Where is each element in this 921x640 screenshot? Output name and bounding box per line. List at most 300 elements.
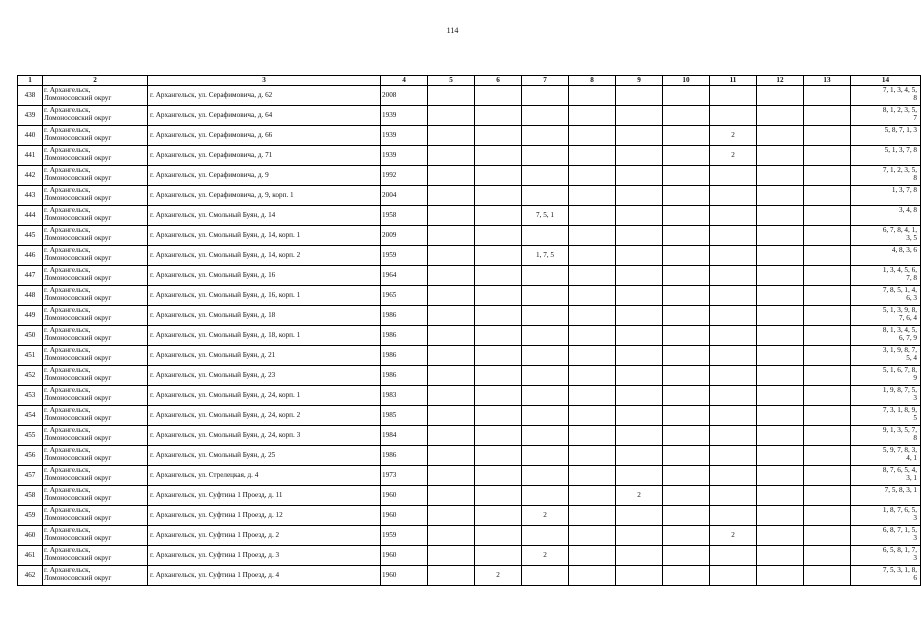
value-cell-7 bbox=[522, 125, 569, 145]
value-cell-10 bbox=[663, 505, 710, 525]
value-cell-13 bbox=[804, 525, 851, 545]
codes-line: 8, 1, 2, 3, 5, bbox=[882, 105, 917, 114]
value-cell-10 bbox=[663, 185, 710, 205]
value-cell-6 bbox=[475, 225, 522, 245]
value-cell-13 bbox=[804, 85, 851, 105]
value-cell-8 bbox=[569, 245, 616, 265]
year-cell: 1960 bbox=[381, 485, 428, 505]
value-cell-13 bbox=[804, 165, 851, 185]
value-cell-6 bbox=[475, 105, 522, 125]
value-cell-13 bbox=[804, 405, 851, 425]
value-cell-11 bbox=[710, 245, 757, 265]
column-header-2: 2 bbox=[43, 76, 148, 86]
value-cell-9 bbox=[616, 305, 663, 325]
codes-line: 3 bbox=[913, 554, 917, 562]
location-line: Ломоносовский округ bbox=[44, 354, 112, 362]
location-cell bbox=[43, 285, 148, 305]
value-cell-9 bbox=[616, 265, 663, 285]
value-cell-9 bbox=[616, 345, 663, 365]
address-cell: г. Архангельск, ул. Смольный Буян, д. 24, корп. 2 bbox=[148, 405, 381, 425]
table-row bbox=[18, 565, 921, 585]
value-cell-12 bbox=[757, 485, 804, 505]
value-cell-10 bbox=[663, 385, 710, 405]
year-cell: 1964 bbox=[381, 265, 428, 285]
value-cell-11 bbox=[710, 565, 757, 585]
codes-cell bbox=[851, 285, 921, 305]
value-cell-9 bbox=[616, 445, 663, 465]
value-cell-10 bbox=[663, 545, 710, 565]
location-line: Ломоносовский округ bbox=[44, 414, 112, 422]
codes-line: 8, 7, 6, 5, 4, bbox=[882, 465, 917, 474]
value-cell-6 bbox=[475, 505, 522, 525]
location-line: Ломоносовский округ bbox=[44, 214, 112, 222]
value-cell-13 bbox=[804, 325, 851, 345]
row-number-cell: 447 bbox=[18, 265, 43, 285]
value-cell-12 bbox=[757, 545, 804, 565]
column-header-11: 11 bbox=[710, 76, 757, 86]
value-cell-13 bbox=[804, 545, 851, 565]
table-row bbox=[18, 205, 921, 225]
value-cell-5 bbox=[428, 245, 475, 265]
value-cell-11 bbox=[710, 225, 757, 245]
page-number: 114 bbox=[446, 26, 459, 35]
value-cell-11 bbox=[710, 105, 757, 125]
value-cell-6 bbox=[475, 185, 522, 205]
codes-line: 5, 1, 3, 9, 8, bbox=[882, 305, 917, 314]
address-cell: г. Архангельск, ул. Смольный Буян, д. 23 bbox=[148, 365, 381, 385]
row-number-cell: 448 bbox=[18, 285, 43, 305]
codes-cell bbox=[851, 225, 921, 245]
location-cell bbox=[43, 165, 148, 185]
address-cell: г. Архангельск, ул. Смольный Буян, д. 24, корп. 1 bbox=[148, 385, 381, 405]
codes-line: 6, 7, 8, 4, 1, bbox=[882, 225, 917, 234]
value-cell-9 bbox=[616, 185, 663, 205]
value-cell-8 bbox=[569, 385, 616, 405]
year-cell: 1973 bbox=[381, 465, 428, 485]
value-cell-10 bbox=[663, 165, 710, 185]
codes-cell bbox=[851, 325, 921, 345]
year-cell: 1939 bbox=[381, 125, 428, 145]
value-cell-9 bbox=[616, 525, 663, 545]
value-cell-12 bbox=[757, 305, 804, 325]
value-cell-9 bbox=[616, 425, 663, 445]
value-cell-9 bbox=[616, 145, 663, 165]
value-cell-13 bbox=[804, 185, 851, 205]
location-cell bbox=[43, 205, 148, 225]
codes-line: 6 bbox=[913, 574, 917, 582]
value-cell-11 bbox=[710, 505, 757, 525]
codes-line: 3, 5 bbox=[906, 234, 917, 242]
value-cell-12 bbox=[757, 125, 804, 145]
codes-cell bbox=[851, 85, 921, 105]
codes-line: 7, 8, 5, 1, 4, bbox=[882, 285, 917, 294]
value-cell-9 bbox=[616, 405, 663, 425]
codes-line: 7, 6, 4 bbox=[899, 314, 917, 322]
value-cell-5 bbox=[428, 505, 475, 525]
codes-cell bbox=[851, 245, 921, 265]
value-cell-13 bbox=[804, 445, 851, 465]
location-line: г. Архангельск, bbox=[44, 145, 91, 154]
codes-line: 5, 8, 7, 1, 3 bbox=[884, 125, 917, 134]
codes-cell bbox=[851, 185, 921, 205]
location-cell bbox=[43, 245, 148, 265]
value-cell-12 bbox=[757, 245, 804, 265]
codes-cell bbox=[851, 445, 921, 465]
column-header-12: 12 bbox=[757, 76, 804, 86]
value-cell-8 bbox=[569, 305, 616, 325]
year-cell: 1960 bbox=[381, 545, 428, 565]
value-cell-7 bbox=[522, 105, 569, 125]
row-number-cell: 445 bbox=[18, 225, 43, 245]
column-header-7: 7 bbox=[522, 76, 569, 86]
value-cell-6: 2 bbox=[475, 565, 522, 585]
value-cell-8 bbox=[569, 85, 616, 105]
value-cell-6 bbox=[475, 305, 522, 325]
value-cell-10 bbox=[663, 465, 710, 485]
codes-line: 3 bbox=[913, 514, 917, 522]
value-cell-5 bbox=[428, 285, 475, 305]
value-cell-8 bbox=[569, 545, 616, 565]
value-cell-9: 2 bbox=[616, 485, 663, 505]
column-header-8: 8 bbox=[569, 76, 616, 86]
value-cell-6 bbox=[475, 525, 522, 545]
codes-line: 3 bbox=[913, 394, 917, 402]
value-cell-11 bbox=[710, 485, 757, 505]
location-line: Ломоносовский округ bbox=[44, 194, 112, 202]
value-cell-6 bbox=[475, 345, 522, 365]
value-cell-7: 7, 5, 1 bbox=[522, 205, 569, 225]
location-cell bbox=[43, 425, 148, 445]
value-cell-5 bbox=[428, 85, 475, 105]
codes-line: 5 bbox=[913, 414, 917, 422]
value-cell-11: 2 bbox=[710, 145, 757, 165]
year-cell: 2004 bbox=[381, 185, 428, 205]
value-cell-5 bbox=[428, 545, 475, 565]
location-cell bbox=[43, 265, 148, 285]
location-cell bbox=[43, 545, 148, 565]
value-cell-12 bbox=[757, 285, 804, 305]
location-line: Ломоносовский округ bbox=[44, 574, 112, 582]
location-line: Ломоносовский округ bbox=[44, 454, 112, 462]
location-line: г. Архангельск, bbox=[44, 105, 91, 114]
value-cell-5 bbox=[428, 565, 475, 585]
year-cell: 1986 bbox=[381, 325, 428, 345]
location-line: Ломоносовский округ bbox=[44, 254, 112, 262]
value-cell-11: 2 bbox=[710, 125, 757, 145]
value-cell-7 bbox=[522, 405, 569, 425]
value-cell-5 bbox=[428, 185, 475, 205]
value-cell-9 bbox=[616, 325, 663, 345]
value-cell-11 bbox=[710, 385, 757, 405]
value-cell-6 bbox=[475, 205, 522, 225]
table-row bbox=[18, 365, 921, 385]
codes-line: 3, 1, 9, 8, 7, bbox=[882, 345, 917, 354]
table-row bbox=[18, 425, 921, 445]
codes-line: 6, 7, 9 bbox=[899, 334, 917, 342]
value-cell-8 bbox=[569, 165, 616, 185]
year-cell: 1958 bbox=[381, 205, 428, 225]
value-cell-12 bbox=[757, 505, 804, 525]
location-line: Ломоносовский округ bbox=[44, 154, 112, 162]
value-cell-7 bbox=[522, 445, 569, 465]
value-cell-12 bbox=[757, 205, 804, 225]
column-header-3: 3 bbox=[148, 76, 381, 86]
value-cell-11 bbox=[710, 365, 757, 385]
value-cell-5 bbox=[428, 105, 475, 125]
location-line: г. Архангельск, bbox=[44, 485, 91, 494]
location-line: г. Архангельск, bbox=[44, 325, 91, 334]
codes-cell bbox=[851, 545, 921, 565]
row-number-cell: 460 bbox=[18, 525, 43, 545]
address-cell: г. Архангельск, ул. Серафимовича, д. 64 bbox=[148, 105, 381, 125]
value-cell-11 bbox=[710, 205, 757, 225]
value-cell-5 bbox=[428, 445, 475, 465]
value-cell-7: 2 bbox=[522, 545, 569, 565]
location-line: Ломоносовский округ bbox=[44, 494, 112, 502]
value-cell-5 bbox=[428, 125, 475, 145]
value-cell-6 bbox=[475, 265, 522, 285]
year-cell: 2009 bbox=[381, 225, 428, 245]
value-cell-6 bbox=[475, 385, 522, 405]
codes-cell bbox=[851, 485, 921, 505]
column-header-13: 13 bbox=[804, 76, 851, 86]
value-cell-10 bbox=[663, 425, 710, 445]
location-line: Ломоносовский округ bbox=[44, 174, 112, 182]
value-cell-8 bbox=[569, 265, 616, 285]
value-cell-9 bbox=[616, 245, 663, 265]
location-line: г. Архангельск, bbox=[44, 445, 91, 454]
value-cell-5 bbox=[428, 305, 475, 325]
location-cell bbox=[43, 365, 148, 385]
table-row bbox=[18, 505, 921, 525]
address-cell: г. Архангельск, ул. Серафимовича, д. 62 bbox=[148, 85, 381, 105]
value-cell-8 bbox=[569, 365, 616, 385]
value-cell-10 bbox=[663, 265, 710, 285]
row-number-cell: 442 bbox=[18, 165, 43, 185]
location-line: Ломоносовский округ bbox=[44, 334, 112, 342]
value-cell-5 bbox=[428, 205, 475, 225]
value-cell-8 bbox=[569, 105, 616, 125]
value-cell-11 bbox=[710, 185, 757, 205]
codes-cell bbox=[851, 125, 921, 145]
value-cell-9 bbox=[616, 165, 663, 185]
location-cell bbox=[43, 405, 148, 425]
address-cell: г. Архангельск, ул. Смольный Буян, д. 18 bbox=[148, 305, 381, 325]
row-number-cell: 449 bbox=[18, 305, 43, 325]
codes-line: 7, 3, 1, 8, 9, bbox=[882, 405, 917, 414]
table-row bbox=[18, 345, 921, 365]
value-cell-13 bbox=[804, 485, 851, 505]
value-cell-8 bbox=[569, 525, 616, 545]
value-cell-10 bbox=[663, 145, 710, 165]
location-line: Ломоносовский округ bbox=[44, 114, 112, 122]
codes-cell bbox=[851, 305, 921, 325]
value-cell-9 bbox=[616, 285, 663, 305]
value-cell-5 bbox=[428, 365, 475, 385]
value-cell-10 bbox=[663, 205, 710, 225]
value-cell-7 bbox=[522, 485, 569, 505]
value-cell-11 bbox=[710, 465, 757, 485]
value-cell-6 bbox=[475, 125, 522, 145]
value-cell-8 bbox=[569, 285, 616, 305]
location-cell bbox=[43, 465, 148, 485]
row-number-cell: 446 bbox=[18, 245, 43, 265]
value-cell-12 bbox=[757, 425, 804, 445]
row-number-cell: 438 bbox=[18, 85, 43, 105]
codes-cell bbox=[851, 345, 921, 365]
value-cell-7 bbox=[522, 305, 569, 325]
value-cell-12 bbox=[757, 345, 804, 365]
value-cell-13 bbox=[804, 285, 851, 305]
value-cell-12 bbox=[757, 225, 804, 245]
codes-line: 9, 1, 3, 5, 7, bbox=[882, 425, 917, 434]
codes-line: 7 bbox=[913, 114, 917, 122]
location-line: г. Архангельск, bbox=[44, 225, 91, 234]
location-line: Ломоносовский округ bbox=[44, 514, 112, 522]
codes-line: 7, 1, 2, 3, 5, bbox=[882, 165, 917, 174]
address-cell: г. Архангельск, ул. Суфтина 1 Проезд, д. 4 bbox=[148, 565, 381, 585]
value-cell-13 bbox=[804, 245, 851, 265]
table-row bbox=[18, 285, 921, 305]
codes-line: 8 bbox=[913, 94, 917, 102]
value-cell-5 bbox=[428, 385, 475, 405]
codes-line: 1, 3, 7, 8 bbox=[891, 185, 917, 194]
codes-cell bbox=[851, 365, 921, 385]
codes-cell bbox=[851, 205, 921, 225]
value-cell-12 bbox=[757, 105, 804, 125]
codes-cell bbox=[851, 405, 921, 425]
value-cell-12 bbox=[757, 165, 804, 185]
value-cell-12 bbox=[757, 265, 804, 285]
value-cell-9 bbox=[616, 365, 663, 385]
value-cell-11 bbox=[710, 445, 757, 465]
table-row bbox=[18, 305, 921, 325]
row-number-cell: 462 bbox=[18, 565, 43, 585]
value-cell-7 bbox=[522, 385, 569, 405]
table-row bbox=[18, 245, 921, 265]
value-cell-13 bbox=[804, 205, 851, 225]
value-cell-13 bbox=[804, 465, 851, 485]
codes-line: 5, 4 bbox=[906, 354, 917, 362]
location-cell bbox=[43, 185, 148, 205]
table-row bbox=[18, 145, 921, 165]
location-line: Ломоносовский округ bbox=[44, 374, 112, 382]
table-row bbox=[18, 545, 921, 565]
codes-cell bbox=[851, 565, 921, 585]
codes-line: 8 bbox=[913, 434, 917, 442]
row-number-cell: 441 bbox=[18, 145, 43, 165]
value-cell-13 bbox=[804, 345, 851, 365]
codes-line: 8, 1, 3, 4, 5, bbox=[882, 325, 917, 334]
value-cell-5 bbox=[428, 465, 475, 485]
table-row bbox=[18, 165, 921, 185]
table-row bbox=[18, 105, 921, 125]
year-cell: 2008 bbox=[381, 85, 428, 105]
value-cell-11 bbox=[710, 325, 757, 345]
value-cell-6 bbox=[475, 285, 522, 305]
value-cell-8 bbox=[569, 565, 616, 585]
row-number-cell: 451 bbox=[18, 345, 43, 365]
location-line: г. Архангельск, bbox=[44, 205, 91, 214]
address-cell: г. Архангельск, ул. Смольный Буян, д. 16 bbox=[148, 265, 381, 285]
location-line: г. Архангельск, bbox=[44, 85, 91, 94]
location-line: Ломоносовский округ bbox=[44, 274, 112, 282]
value-cell-6 bbox=[475, 405, 522, 425]
value-cell-8 bbox=[569, 425, 616, 445]
row-number-cell: 458 bbox=[18, 485, 43, 505]
codes-cell bbox=[851, 265, 921, 285]
codes-line: 8 bbox=[913, 174, 917, 182]
value-cell-6 bbox=[475, 85, 522, 105]
location-line: г. Архангельск, bbox=[44, 245, 91, 254]
value-cell-11 bbox=[710, 405, 757, 425]
codes-line: 7, 1, 3, 4, 5, bbox=[882, 85, 917, 94]
value-cell-13 bbox=[804, 125, 851, 145]
location-line: г. Архангельск, bbox=[44, 285, 91, 294]
table-row bbox=[18, 125, 921, 145]
codes-line: 5, 9, 7, 8, 3, bbox=[882, 445, 917, 454]
location-line: Ломоносовский округ bbox=[44, 474, 112, 482]
location-cell bbox=[43, 225, 148, 245]
value-cell-8 bbox=[569, 145, 616, 165]
row-number-cell: 454 bbox=[18, 405, 43, 425]
value-cell-9 bbox=[616, 465, 663, 485]
codes-line: 7, 5, 3, 1, 8, bbox=[882, 565, 917, 574]
location-line: г. Архангельск, bbox=[44, 365, 91, 374]
value-cell-10 bbox=[663, 245, 710, 265]
row-number-cell: 459 bbox=[18, 505, 43, 525]
location-cell bbox=[43, 85, 148, 105]
location-cell bbox=[43, 445, 148, 465]
year-cell: 1959 bbox=[381, 245, 428, 265]
codes-cell bbox=[851, 145, 921, 165]
value-cell-8 bbox=[569, 205, 616, 225]
location-line: г. Архангельск, bbox=[44, 345, 91, 354]
row-number-cell: 440 bbox=[18, 125, 43, 145]
row-number-cell: 456 bbox=[18, 445, 43, 465]
value-cell-12 bbox=[757, 445, 804, 465]
value-cell-11 bbox=[710, 305, 757, 325]
value-cell-5 bbox=[428, 345, 475, 365]
codes-line: 7, 8 bbox=[906, 274, 917, 282]
value-cell-8 bbox=[569, 505, 616, 525]
value-cell-6 bbox=[475, 485, 522, 505]
location-line: г. Архангельск, bbox=[44, 565, 91, 574]
value-cell-13 bbox=[804, 365, 851, 385]
value-cell-13 bbox=[804, 225, 851, 245]
value-cell-13 bbox=[804, 565, 851, 585]
value-cell-13 bbox=[804, 505, 851, 525]
value-cell-6 bbox=[475, 245, 522, 265]
location-line: г. Архангельск, bbox=[44, 525, 91, 534]
value-cell-12 bbox=[757, 325, 804, 345]
location-line: г. Архангельск, bbox=[44, 405, 91, 414]
year-cell: 1984 bbox=[381, 425, 428, 445]
value-cell-5 bbox=[428, 425, 475, 445]
address-cell: г. Архангельск, ул. Смольный Буян, д. 14 bbox=[148, 205, 381, 225]
location-line: Ломоносовский округ bbox=[44, 554, 112, 562]
address-cell: г. Архангельск, ул. Смольный Буян, д. 25 bbox=[148, 445, 381, 465]
value-cell-9 bbox=[616, 125, 663, 145]
value-cell-7 bbox=[522, 265, 569, 285]
value-cell-7 bbox=[522, 345, 569, 365]
value-cell-5 bbox=[428, 405, 475, 425]
address-cell: г. Архангельск, ул. Серафимовича, д. 9 bbox=[148, 165, 381, 185]
value-cell-10 bbox=[663, 225, 710, 245]
table-row bbox=[18, 185, 921, 205]
value-cell-6 bbox=[475, 465, 522, 485]
codes-cell bbox=[851, 105, 921, 125]
